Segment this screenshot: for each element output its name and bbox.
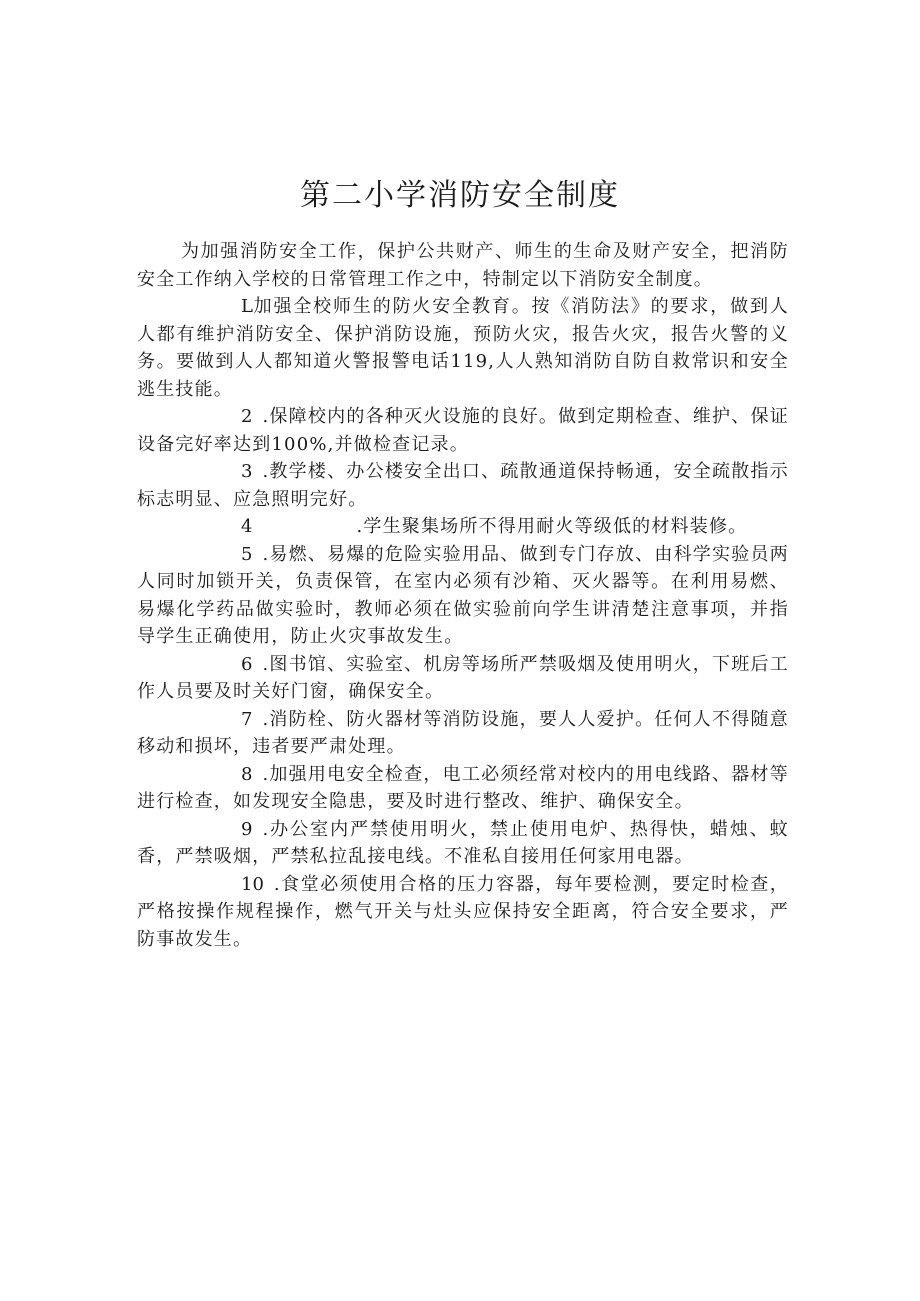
rule-item-4 (137, 513, 789, 541)
intro-paragraph: 为加强消防安全工作，保护公共财产、师生的生命及财产安全，把消防安全工作纳入学校的日常管理工作之中，特制定以下消防安全制度。 (137, 241, 789, 290)
rule-number: L (241, 296, 253, 317)
rule-item-9 (137, 816, 789, 871)
rule-item-1 (137, 293, 789, 403)
rule-text: .消防栓、防火器材等消防设施，要人人爱护。任何人不得随意移动和损坏，违者要严肃处理。 (137, 708, 789, 757)
rule-number: 2 (241, 406, 253, 427)
rule-number: 7 (241, 708, 253, 730)
rule-number: 8 (241, 763, 253, 785)
rule-number: 9 (241, 818, 253, 840)
document-body (137, 238, 789, 953)
rule-number: 10 (241, 873, 264, 895)
rule-number: 4 (241, 516, 253, 537)
rule-item-10 (137, 871, 789, 954)
rule-text: .图书馆、实验室、机房等场所严禁吸烟及使用明火，下班后工作人员要及时关好门窗，确保安全。 (137, 653, 789, 702)
rule-text: 加强全校师生的防火安全教育。按《消防法》的要求，做到人人都有维护消防安全、保护消防设施，预防火灾，报告火灾，报告火警的义务。要做到人人都知道火警报警电话119,人人熟知消防自防自救常识和安全逃生技能。 (137, 296, 789, 400)
rule-item-5 (137, 541, 789, 651)
rule-item-6 (137, 651, 789, 706)
rule-text: .食堂必须使用合格的压力容器，每年要检测，要定时检查，严格按操作规程操作，燃气开关与灶头应保持安全距离，符合安全要求，严防事故发生。 (137, 873, 789, 950)
rule-item-8 (137, 761, 789, 816)
document-title: 第二小学消防安全制度 (300, 178, 620, 213)
rule-item-3 (137, 458, 789, 513)
rule-item-2 (137, 403, 789, 458)
rule-text: .办公室内严禁使用明火，禁止使用电炉、热得快，蜡烛、蚊香，严禁吸烟，严禁私拉乱接电线。不准私自接用任何家用电器。 (137, 818, 789, 867)
rule-number: 6 (241, 653, 253, 675)
rule-number: 5 (241, 543, 253, 565)
rule-text: .教学楼、办公楼安全出口、疏散通道保持畅通，安全疏散指示标志明显、应急照明完好。 (137, 461, 789, 510)
rule-item-7 (137, 706, 789, 761)
rule-text: .易燃、易爆的危险实验用品、做到专门存放、由科学实验员两人同时加锁开关，负责保管，在室内必须有沙箱、灭火器等。在利用易燃、易爆化学药品做实验时，教师必须在做实验前向学生讲清楚注意事项，并指导学生正确使用，防止火灾事故发生。 (137, 543, 789, 647)
rule-text: .加强用电安全检查，电工必须经常对校内的用电线路、器材等进行检查，如发现安全隐患，要及时进行整改、维护、确保安全。 (137, 763, 789, 812)
rule-number: 3 (241, 461, 253, 482)
rule-text: .保障校内的各种灭火设施的良好。做到定期检查、维护、保证设备完好率达到100%,并做检查记录。 (137, 406, 789, 455)
rule-text: .学生聚集场所不得用耐火等级低的材料装修。 (356, 516, 748, 537)
